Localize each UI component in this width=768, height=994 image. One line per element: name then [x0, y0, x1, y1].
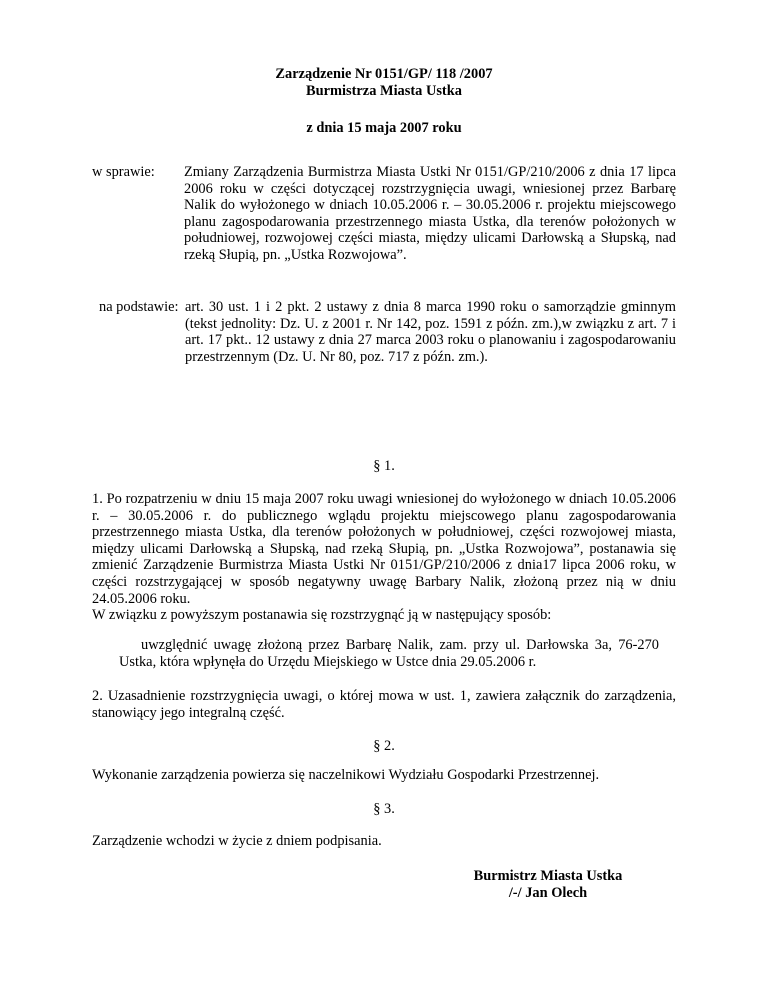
document-date: z dnia 15 maja 2007 roku [306, 120, 462, 136]
title-line-2: Burmistrza Miasta Ustka [306, 82, 462, 99]
basis-label: na podstawie: [99, 299, 179, 315]
section-3-text: Zarządzenie wchodzi w życie z dniem podpisania. [92, 833, 382, 849]
section-2-text: Wykonanie zarządzenia powierza się naczelnikowi Wydziału Gospodarki Przestrzennej. [92, 767, 600, 783]
signature-title: Burmistrz Miasta Ustka [473, 868, 623, 884]
section-3-heading: § 3. [373, 801, 395, 817]
section-1-paragraph-1: 1. Po rozpatrzeniu w dniu 15 maja 2007 roku uwagi wniesionej do wyłożonego w dniach 10.05.2006 r. – 30.05.2006 r. do publicznego wglądu projektu miejscowego planu zagospodarowania przestrzennego miasta Ustka, dla terenów położonych w południowej, części rozwojowej miasta, między ulicami Darłowską a Słupską, nad rzeką Słupią, pn. „Ustka Rozwojowa”, postanawia się zmienić Zarządzenie Burmistrza Miasta Ustki Nr 0151/GP/210/2006 z dnia17 lipca 2006 roku, w części rozstrzygającej w sposób negatywny uwagę Barbary Nalik, złożoną przez nią w dniu 24.05.2006 roku. [92, 491, 676, 607]
section-1-heading: § 1. [373, 458, 395, 474]
signature-name: /-/ Jan Olech [508, 884, 588, 901]
title-line-1: Zarządzenie Nr 0151/GP/ 118 /2007 [275, 66, 493, 82]
section-1-paragraph-2: 2. Uzasadnienie rozstrzygnięcia uwagi, o której mowa w ust. 1, zawiera załącznik do zarządzenia, stanowiący jego integralną część. [92, 688, 676, 721]
signature-block [428, 868, 668, 901]
subject-label: w sprawie: [92, 164, 155, 180]
subject-text: Zmiany Zarządzenia Burmistrza Miasta Ustki Nr 0151/GP/210/2006 z dnia 17 lipca 2006 roku w części dotyczącej rozstrzygnięcia uwagi, wniesionej przez Barbarę Nalik do wyłożonego w dniach 10.05.2006 r. – 30.05.2006 r. projektu miejscowego planu zagospodarowania przestrzennego miasta Ustka, dla terenów położonych w południowej, rozwojowej części miasta, między ulicami Darłowską a Słupską, nad rzeką Słupią, pn. „Ustka Rozwojowa”. [184, 164, 676, 263]
document-title [0, 66, 768, 99]
section-1-decision: uwzględnić uwagę złożoną przez Barbarę Nalik, zam. przy ul. Darłowska 3a, 76-270 Ustka, która wpłynęła do Urzędu Miejskiego w Ustce dnia 29.05.2006 r. [119, 637, 659, 670]
section-2-heading: § 2. [373, 738, 395, 754]
section-1-paragraph-1-conclusion: W związku z powyższym postanawia się rozstrzygnąć ją w następujący sposób: [92, 607, 552, 623]
basis-text: art. 30 ust. 1 i 2 pkt. 2 ustawy z dnia 8 marca 1990 roku o samorządzie gminnym (tekst jednolity: Dz. U. z 2001 r. Nr 142, poz. 1591 z późn. zm.),w związku z art. 7 i art. 17 pkt.. 12 ustawy z dnia 27 marca 2003 roku o planowaniu i zagospodarowaniu przestrzennym (Dz. U. Nr 80, poz. 717 z późn. zm.). [185, 299, 676, 365]
